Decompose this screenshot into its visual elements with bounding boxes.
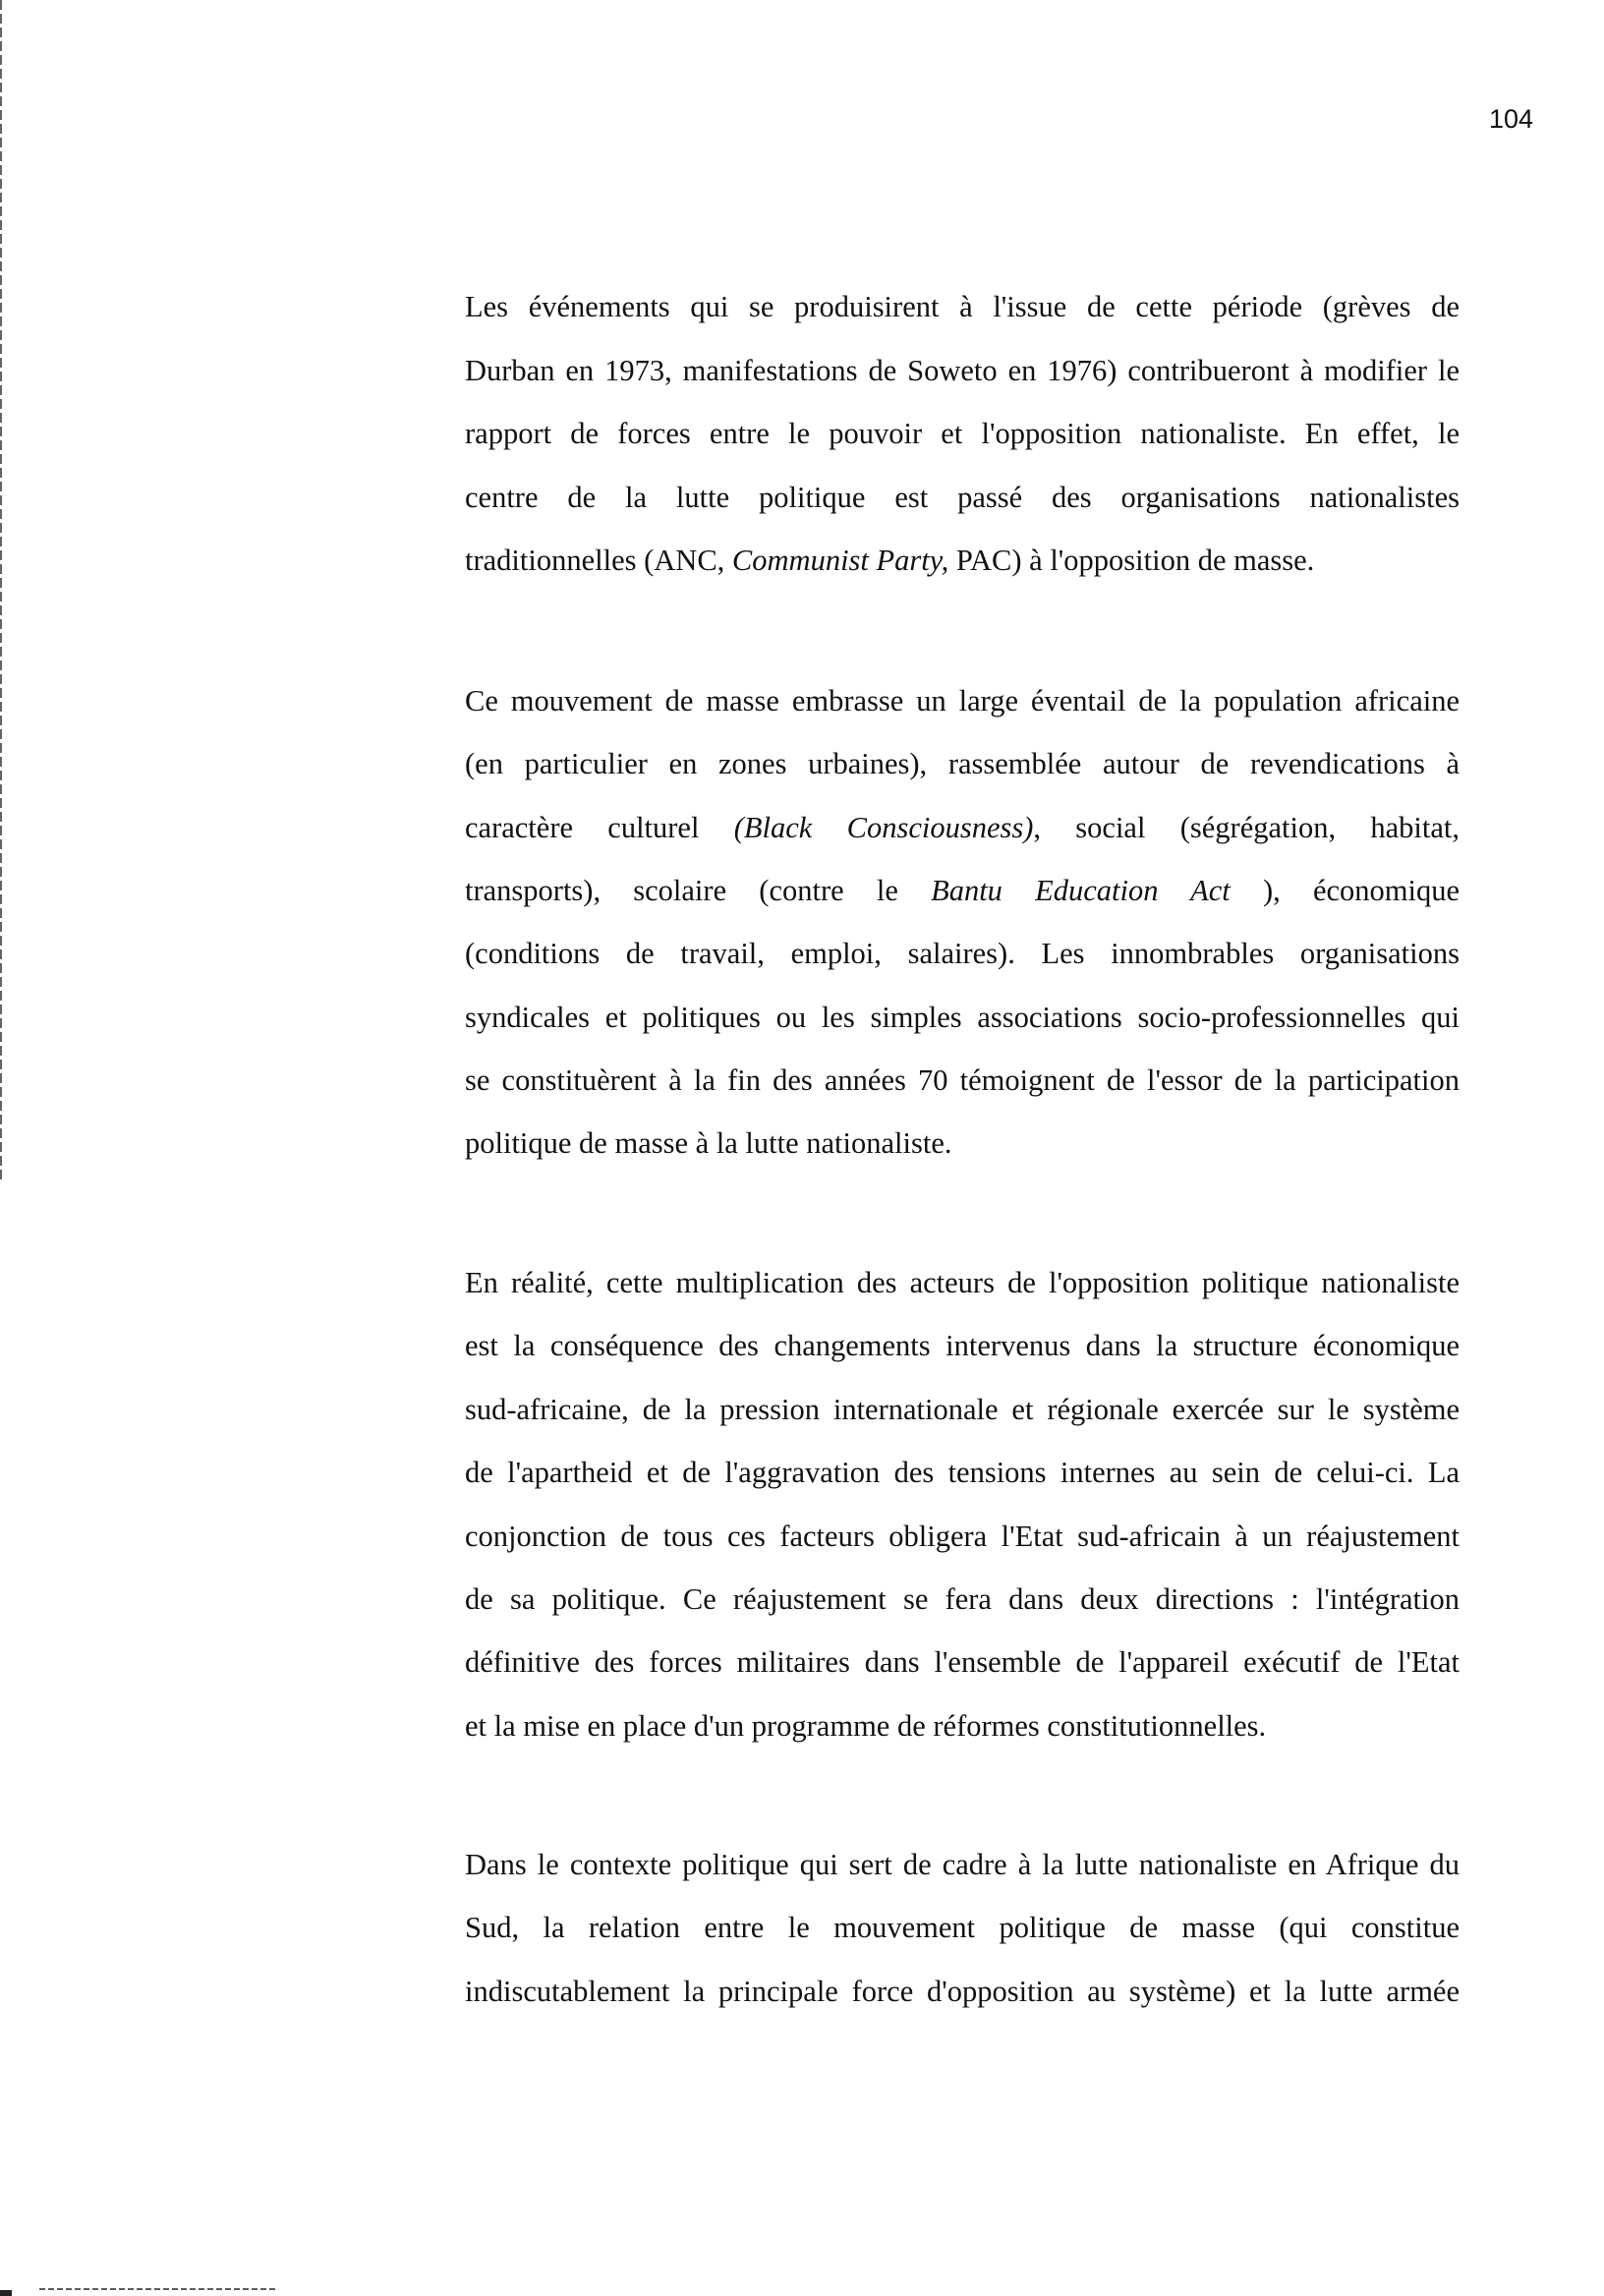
text-span: transports), scolaire (contre le [465,874,932,907]
scan-edge-bottom [39,2288,275,2290]
text-line: Sud, la relation entre le mouvement politique de masse (qui constitue [465,1911,1460,1944]
page-number: 104 [1488,104,1533,134]
text-line: définitive des forces militaires dans l'ensemble de l'appareil exécutif de l'Etat [465,1645,1460,1679]
text-line: (en particulier en zones urbaines), rassemblée autour de revendications à [465,747,1460,780]
text-line: syndicales et politiques ou les simples associations socio-professionnelles qui [465,1001,1460,1034]
text-line: est la conséquence des changements intervenus dans la structure économique [465,1329,1460,1362]
text-line: Dans le contexte politique qui sert de cadre à la lutte nationaliste en Afrique du [465,1848,1460,1881]
italic-term: Bantu Education Act [931,874,1231,907]
text-line [465,871,1460,910]
text-span: PAC) à l'opposition de masse. [948,544,1315,577]
text-line: centre de la lutte politique est passé des organisations nationalistes [465,481,1460,514]
text-line: rapport de forces entre le pouvoir et l'opposition nationaliste. En effet, le [465,417,1460,450]
text-span: traditionnelles (ANC, [465,544,732,577]
text-line: sud-africaine, de la pression internationale et régionale exercée sur le système [465,1393,1460,1426]
italic-term: Communist Party, [731,544,949,577]
text-span: caractère culturel [465,811,734,844]
text-line: Ce mouvement de masse embrasse un large éventail de la population africaine [465,684,1460,718]
text-line: indiscutablement la principale force d'opposition au système) et la lutte armée [465,1975,1460,2008]
text-line: (conditions de travail, emploi, salaires). Les innombrables organisations [465,937,1460,970]
text-line: et la mise en place d'un programme de réformes constitutionnelles. [465,1709,1267,1743]
text-line [465,541,1460,580]
text-line: Durban en 1973, manifestations de Soweto en 1976) contribueront à modifier le [465,354,1460,387]
text-span: ), économique [1230,874,1460,907]
text-line: Les événements qui se produisirent à l'issue de cette période (grèves de [465,290,1460,323]
scan-edge-left [0,0,2,1179]
text-line: se constituèrent à la fin des années 70 témoignent de l'essor de la participation [465,1063,1460,1097]
text-line: conjonction de tous ces facteurs obligera l'Etat sud-africain à un réajustement [465,1520,1460,1553]
text-span: , social (ségrégation, habitat, [1033,811,1460,844]
text-line: de l'apartheid et de l'aggravation des tensions internes au sein de celui-ci. La [465,1456,1460,1489]
text-line: politique de masse à la lutte nationaliste. [465,1126,952,1160]
scan-mark [0,2290,12,2296]
text-line: En réalité, cette multiplication des acteurs de l'opposition politique nationaliste [465,1266,1460,1299]
text-line: de sa politique. Ce réajustement se fera dans deux directions : l'intégration [465,1582,1460,1616]
italic-term: (Black Consciousness) [733,811,1034,844]
text-line [465,808,1460,847]
